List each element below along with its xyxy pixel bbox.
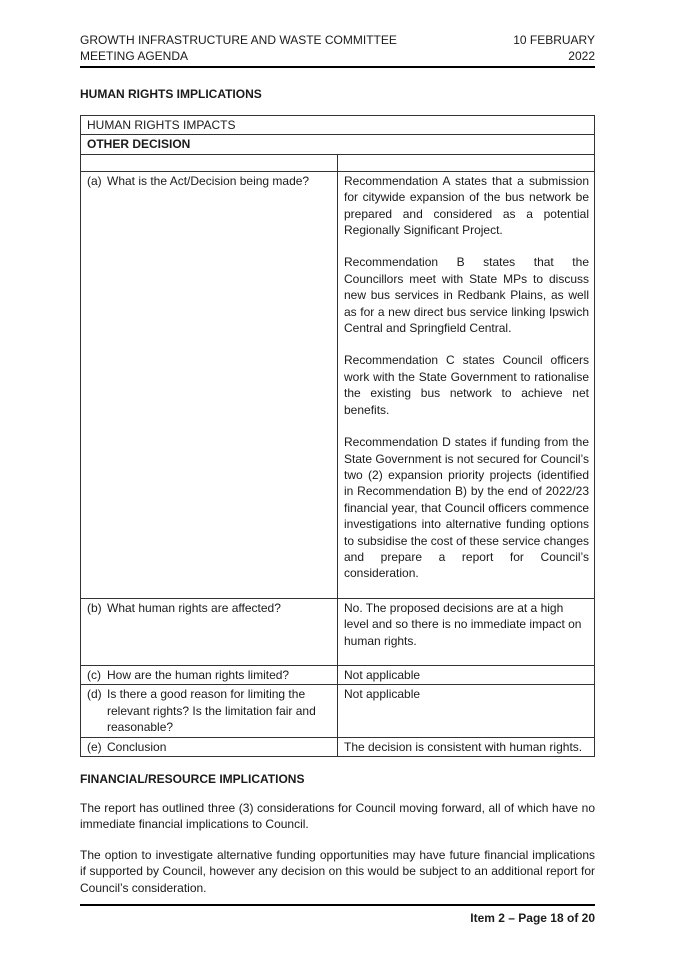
row-label: (a): [87, 173, 102, 188]
answer-cell: [338, 598, 595, 665]
recommendation-a: Recommendation A states that a submission for citywide expansion of the bus network be prepared and considered as a potential Regionally Significant Project.: [344, 173, 589, 238]
spacer-cell: [338, 154, 595, 171]
page-footer: Item 2 – Page 18 of 20: [80, 904, 595, 926]
answer-cell: [338, 685, 595, 737]
table-row: [81, 598, 595, 665]
row-answer: No. The proposed decisions are at a high level and so there is no immediate impact on human rights.: [344, 600, 582, 648]
row-question: Is there a good reason for limiting the relevant rights? Is the limitation fair and reasonable?: [107, 687, 316, 735]
page-header: [80, 32, 595, 68]
committee-name: [80, 32, 397, 64]
row-answer: Not applicable: [344, 687, 421, 702]
document-page: [80, 32, 595, 896]
table-row: [81, 737, 595, 756]
row-label: (e): [87, 739, 102, 754]
row-question: How are the human rights limited?: [107, 667, 290, 682]
meeting-date: [513, 32, 595, 64]
table-row: [81, 171, 595, 598]
row-label: (d): [87, 687, 102, 702]
question-cell: [81, 171, 338, 598]
row-label: (c): [87, 667, 101, 682]
recommendation-d: Recommendation D states if funding from the State Government is not secured for Council’s two (2) expansion priority projects (identified in Recommendation B) by the end of 2022/23 financial year, that Council officers commence investigations into alternative funding options to subsidise the cost of these service changes and prepare a report for Council’s consideration.: [344, 435, 589, 581]
answer-cell: [338, 665, 595, 684]
section-title-financial: FINANCIAL/RESOURCE IMPLICATIONS: [80, 772, 305, 786]
recommendation-b: Recommendation B states that the Councillors meet with State MPs to discuss new bus services in Redbank Plains, as well as for a new direct bus service linking Ipswich Central and Springfield Central.: [344, 255, 589, 336]
row-answer: The decision is consistent with human rights.: [344, 739, 583, 754]
human-rights-table: [80, 115, 595, 757]
recommendation-c: Recommendation C states Council officers work with the State Government to rationalise the existing bus network to achieve net benefits.: [344, 353, 589, 417]
table-subheader-cell: OTHER DECISION: [81, 135, 595, 154]
table-spacer-row: [81, 154, 595, 171]
answer-cell: [338, 737, 595, 756]
header-right-line1: 10 FEBRUARY: [513, 33, 595, 47]
question-cell: [81, 665, 338, 684]
header-right-line2: 2022: [568, 49, 595, 63]
row-question: What is the Act/Decision being made?: [107, 173, 310, 188]
question-cell: [81, 737, 338, 756]
financial-paragraph-1: The report has outlined three (3) considerations for Council moving forward, all of which have no immediate financial implications to Council.: [80, 801, 595, 832]
table-row: [81, 665, 595, 684]
section-title-human-rights: HUMAN RIGHTS IMPLICATIONS: [80, 87, 262, 101]
header-left-line1: GROWTH INFRASTRUCTURE AND WASTE COMMITTEE: [80, 33, 397, 47]
answer-cell: [338, 171, 595, 598]
table-subheader-row: [81, 135, 595, 154]
row-question: What human rights are affected?: [107, 600, 281, 615]
row-answer: Not applicable: [344, 667, 421, 682]
question-cell: [81, 598, 338, 665]
financial-paragraph-2: The option to investigate alternative funding opportunities may have future financial implications if supported by Council, however any decision on this would be subject to an additional report for Council’s consideration.: [80, 847, 595, 895]
table-row: [81, 685, 595, 737]
table-header-row: [81, 116, 595, 135]
spacer-cell: [81, 154, 338, 171]
row-label: (b): [87, 600, 102, 615]
row-question: Conclusion: [107, 739, 167, 754]
table-header-cell: HUMAN RIGHTS IMPACTS: [81, 116, 595, 135]
header-left-line2: MEETING AGENDA: [80, 49, 189, 63]
question-cell: [81, 685, 338, 737]
